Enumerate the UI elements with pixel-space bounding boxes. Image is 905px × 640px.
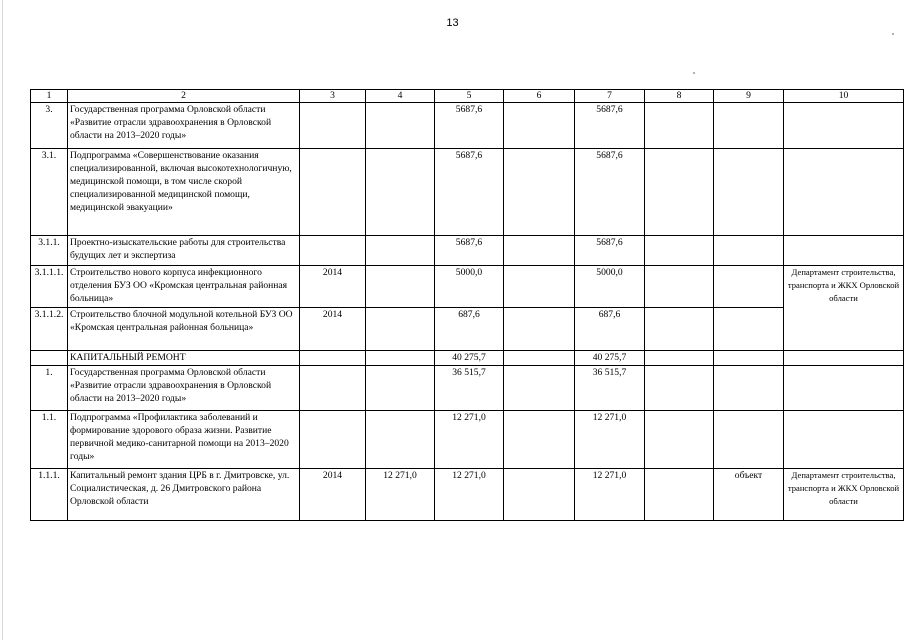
row-col4 xyxy=(366,411,435,469)
row-year xyxy=(300,103,366,149)
row-col4 xyxy=(366,308,435,351)
row-number: 1. xyxy=(31,366,68,411)
row-name: Подпрограмма «Совершенствование оказания специализированной, включая высокотехнологичную, медицинской помощи, в том числе скорой специализированной медицинской помощи, медицинской эвакуации» xyxy=(68,149,300,236)
row-col8 xyxy=(645,236,714,266)
column-header: 3 xyxy=(300,90,366,103)
row-number: 3.1. xyxy=(31,149,68,236)
row-number: 3.1.1. xyxy=(31,236,68,266)
column-header: 7 xyxy=(575,90,645,103)
row-col8 xyxy=(645,266,714,308)
table-row xyxy=(31,411,904,469)
row-col8 xyxy=(645,351,714,366)
row-col4: 12 271,0 xyxy=(366,469,435,521)
row-col9: объект xyxy=(714,469,784,521)
table-row xyxy=(31,266,904,308)
row-col10 xyxy=(784,366,904,411)
row-name: Государственная программа Орловской области «Развитие отрасли здравоохранения в Орловской области на 2013–2020 годы» xyxy=(68,366,300,411)
row-col9 xyxy=(714,308,784,351)
row-year: 2014 xyxy=(300,469,366,521)
row-col10: Департамент строительства, транспорта и ЖКХ Орловской области xyxy=(784,266,904,308)
row-col7: 687,6 xyxy=(575,308,645,351)
scan-edge-line xyxy=(2,0,3,640)
row-col8 xyxy=(645,103,714,149)
row-col9 xyxy=(714,266,784,308)
row-name: Государственная программа Орловской области «Развитие отрасли здравоохранения в Орловской области на 2013–2020 годы» xyxy=(68,103,300,149)
row-col4 xyxy=(366,266,435,308)
row-col10: Департамент строительства, транспорта и ЖКХ Орловской области xyxy=(784,469,904,521)
row-col5: 12 271,0 xyxy=(435,411,504,469)
table-header-row xyxy=(31,90,904,103)
row-col6 xyxy=(504,266,575,308)
row-col6 xyxy=(504,411,575,469)
row-col5: 36 515,7 xyxy=(435,366,504,411)
row-col7: 36 515,7 xyxy=(575,366,645,411)
table-row xyxy=(31,236,904,266)
row-col7: 5687,6 xyxy=(575,236,645,266)
row-col9 xyxy=(714,103,784,149)
row-col9 xyxy=(714,366,784,411)
column-header: 10 xyxy=(784,90,904,103)
data-table xyxy=(30,89,904,521)
row-col5: 687,6 xyxy=(435,308,504,351)
row-col5: 40 275,7 xyxy=(435,351,504,366)
row-name: Строительство блочной модульной котельной БУЗ ОО «Кромская центральная районная больница» xyxy=(68,308,300,351)
row-col5: 5000,0 xyxy=(435,266,504,308)
column-header: 2 xyxy=(68,90,300,103)
row-name: Капитальный ремонт здания ЦРБ в г. Дмитровске, ул. Социалистическая, д. 26 Дмитровского района Орловской области xyxy=(68,469,300,521)
row-col6 xyxy=(504,149,575,236)
table-row xyxy=(31,366,904,411)
row-name: Проектно-изыскательские работы для строительства будущих лет и экспертиза xyxy=(68,236,300,266)
row-col9 xyxy=(714,236,784,266)
row-col7: 40 275,7 xyxy=(575,351,645,366)
row-col6 xyxy=(504,469,575,521)
row-year xyxy=(300,351,366,366)
row-col7: 5687,6 xyxy=(575,103,645,149)
column-header: 9 xyxy=(714,90,784,103)
row-number: 3.1.1.1. xyxy=(31,266,68,308)
row-col10 xyxy=(784,103,904,149)
row-col7: 12 271,0 xyxy=(575,469,645,521)
row-col9 xyxy=(714,351,784,366)
row-number: 1.1.1. xyxy=(31,469,68,521)
row-col8 xyxy=(645,411,714,469)
row-col4 xyxy=(366,351,435,366)
row-year xyxy=(300,236,366,266)
table-row xyxy=(31,308,904,351)
row-col8 xyxy=(645,366,714,411)
column-header: 1 xyxy=(31,90,68,103)
row-number xyxy=(31,351,68,366)
row-col6 xyxy=(504,308,575,351)
row-col6 xyxy=(504,351,575,366)
row-col10 xyxy=(784,236,904,266)
row-col5: 5687,6 xyxy=(435,149,504,236)
row-col10 xyxy=(784,308,904,351)
row-col8 xyxy=(645,149,714,236)
row-col4 xyxy=(366,236,435,266)
row-year xyxy=(300,366,366,411)
row-name: КАПИТАЛЬНЫЙ РЕМОНТ xyxy=(68,351,300,366)
column-header: 4 xyxy=(366,90,435,103)
scan-speck xyxy=(892,33,894,35)
table-row xyxy=(31,469,904,521)
row-col9 xyxy=(714,411,784,469)
row-col5: 5687,6 xyxy=(435,236,504,266)
row-name: Подпрограмма «Профилактика заболеваний и формирование здорового образа жизни. Развитие первичной медико-санитарной помощи на 2013–2020 годы» xyxy=(68,411,300,469)
row-year: 2014 xyxy=(300,266,366,308)
row-year: 2014 xyxy=(300,308,366,351)
row-year xyxy=(300,411,366,469)
row-number: 3.1.1.2. xyxy=(31,308,68,351)
column-header: 6 xyxy=(504,90,575,103)
row-col7: 12 271,0 xyxy=(575,411,645,469)
column-header: 8 xyxy=(645,90,714,103)
table-row xyxy=(31,103,904,149)
row-col6 xyxy=(504,236,575,266)
row-col4 xyxy=(366,366,435,411)
row-name: Строительство нового корпуса инфекционного отделения БУЗ ОО «Кромская центральная районная больница» xyxy=(68,266,300,308)
scan-speck xyxy=(693,72,695,74)
row-col8 xyxy=(645,469,714,521)
row-col6 xyxy=(504,366,575,411)
row-year xyxy=(300,149,366,236)
row-col10 xyxy=(784,411,904,469)
column-header: 5 xyxy=(435,90,504,103)
row-col4 xyxy=(366,149,435,236)
row-col10 xyxy=(784,351,904,366)
row-col10 xyxy=(784,149,904,236)
row-col5: 12 271,0 xyxy=(435,469,504,521)
row-col7: 5000,0 xyxy=(575,266,645,308)
row-col7: 5687,6 xyxy=(575,149,645,236)
row-number: 3. xyxy=(31,103,68,149)
row-col5: 5687,6 xyxy=(435,103,504,149)
row-col4 xyxy=(366,103,435,149)
row-number: 1.1. xyxy=(31,411,68,469)
page-number: 13 xyxy=(446,17,459,29)
row-col6 xyxy=(504,103,575,149)
row-col8 xyxy=(645,308,714,351)
table-row xyxy=(31,149,904,236)
row-col9 xyxy=(714,149,784,236)
table-row xyxy=(31,351,904,366)
